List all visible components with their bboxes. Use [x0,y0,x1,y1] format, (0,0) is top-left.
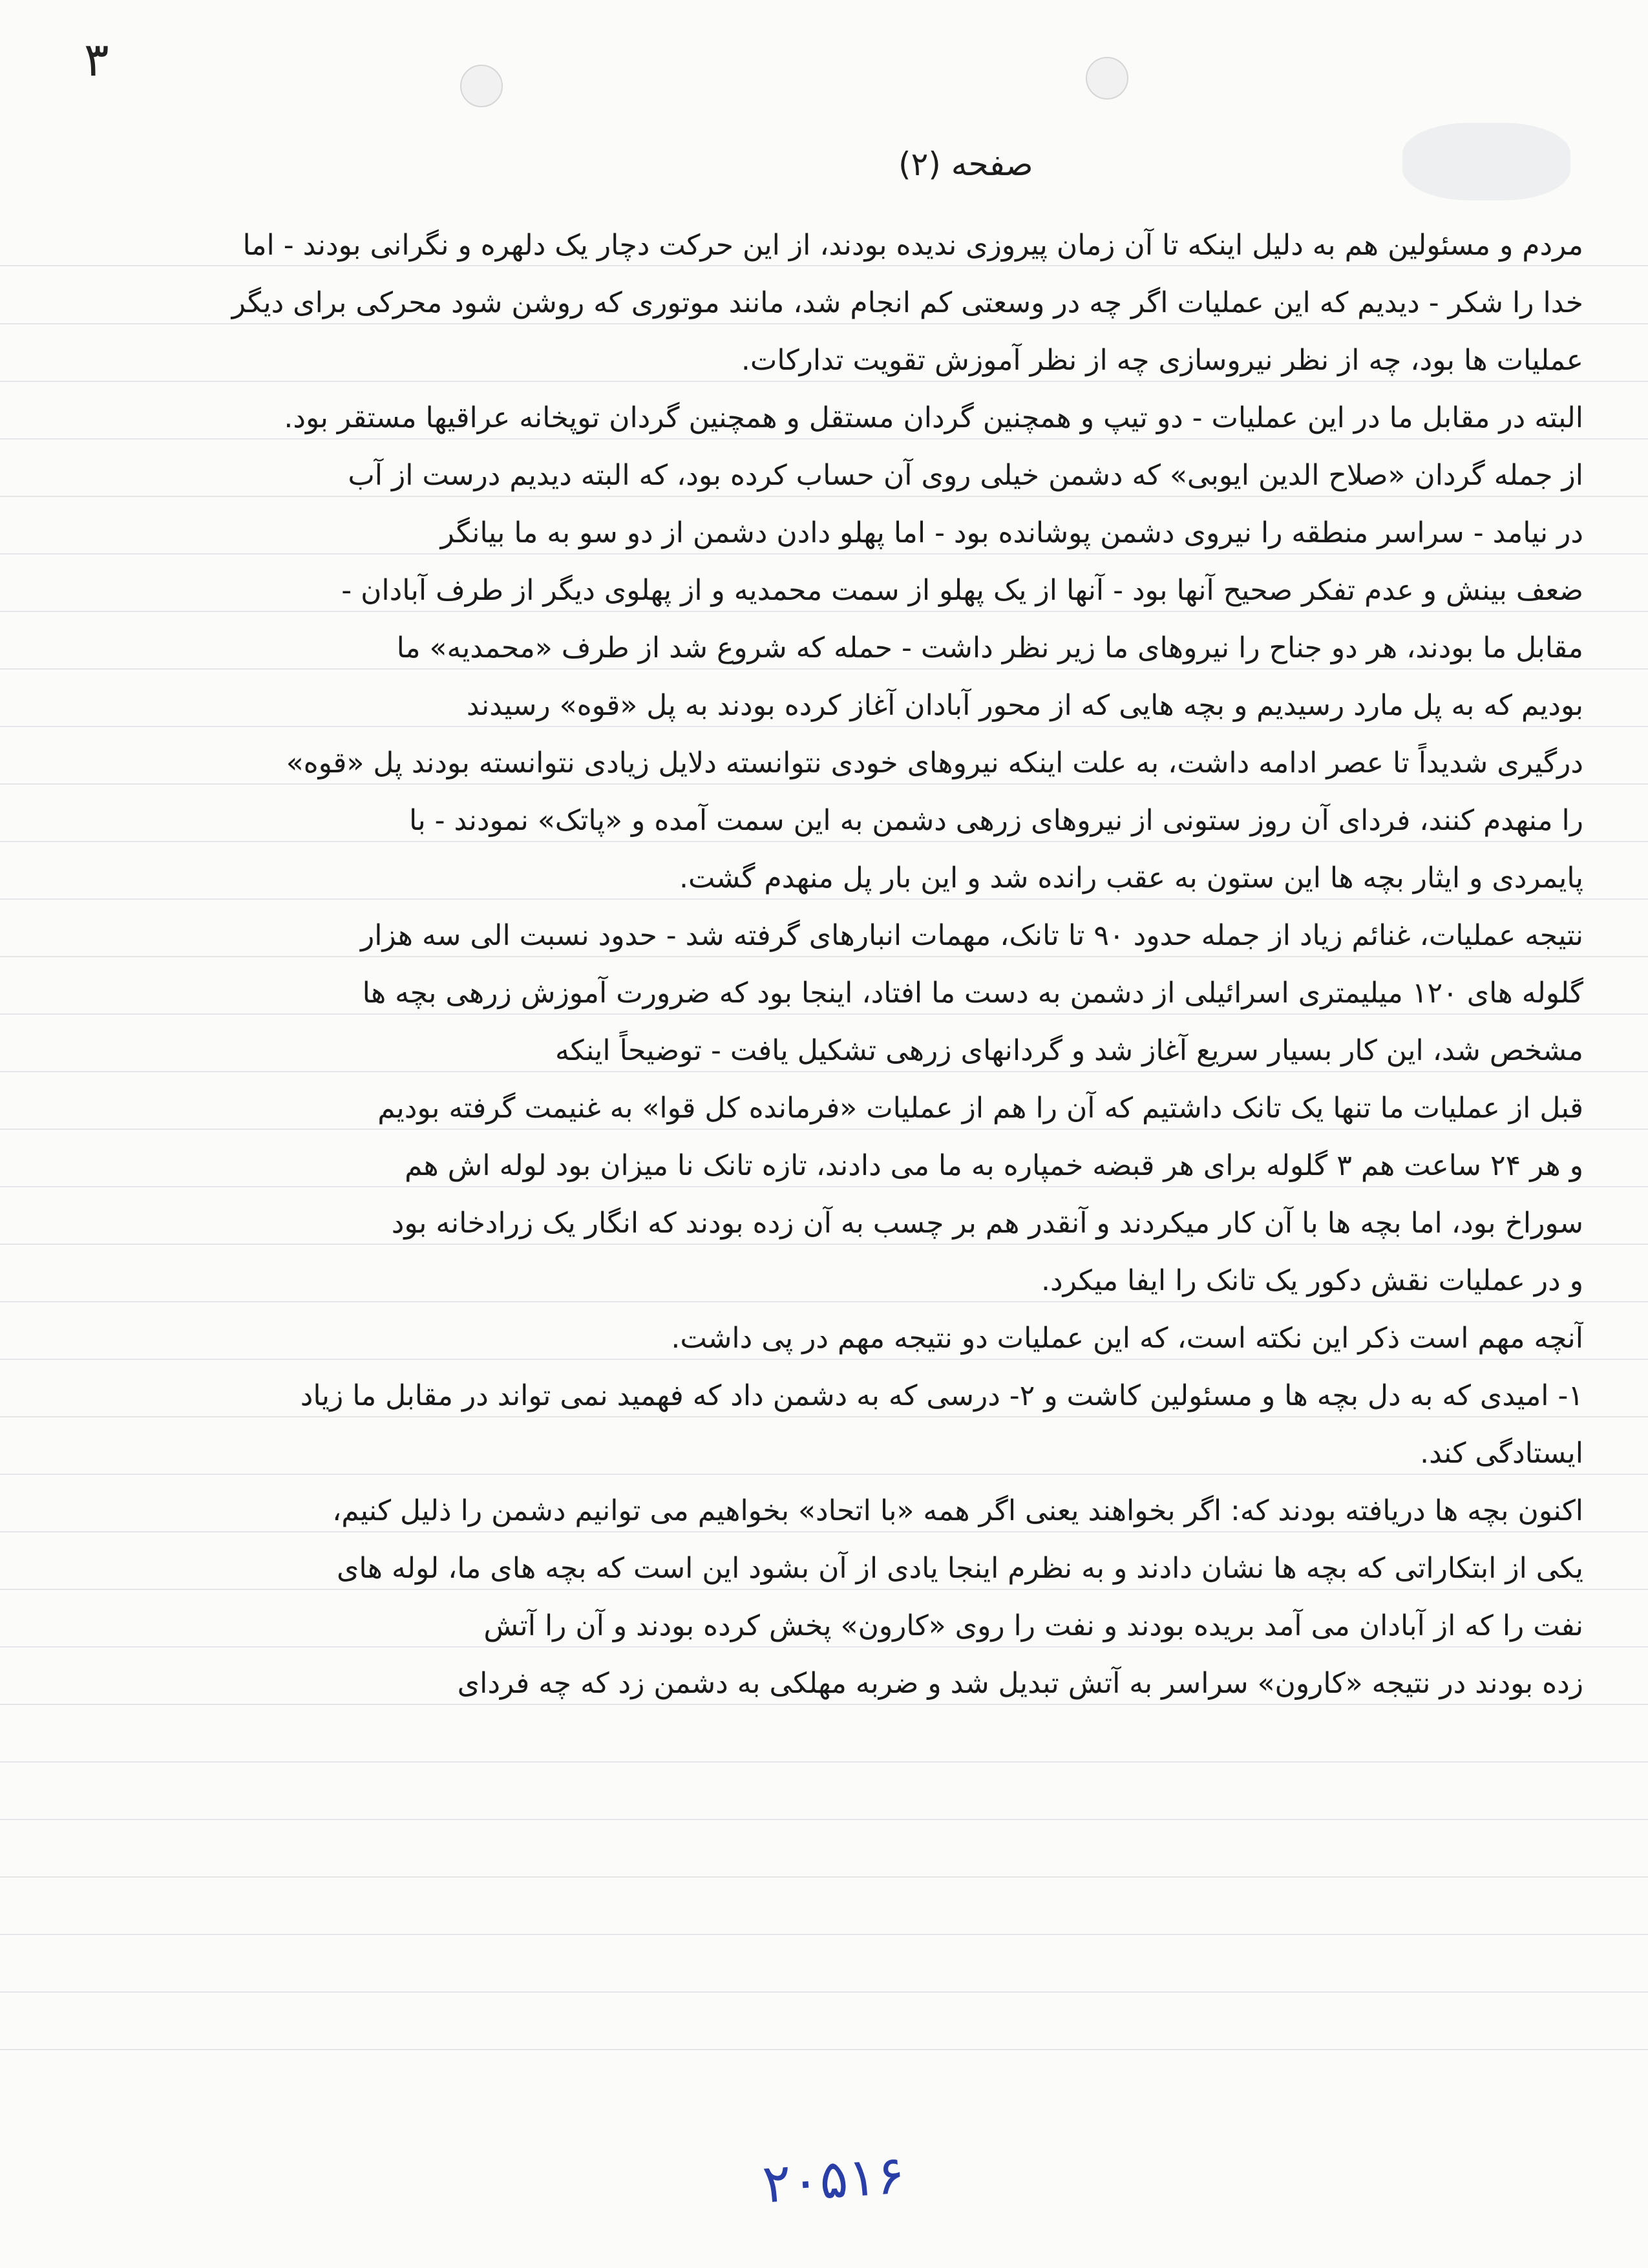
faint-stamp [1402,123,1570,200]
punch-hole [1086,57,1128,100]
text-line: مقابل ما بودند، هر دو جناح را نیروهای ما زیر نظر داشت - حمله که شروع شد از طرف «محمدیه» ما [396,631,1583,664]
paper-rule [0,1761,1648,1763]
text-line: سوراخ بود، اما بچه ها با آن کار میکردند و آنقدر هم بر چسب به آن زده بودند که انگار یک زرادخانه بود [391,1207,1583,1240]
text-line: البته در مقابل ما در این عملیات - دو تیپ و همچنین گردان مستقل و همچنین گردان توپخانه عراقیها مستقر بود. [284,401,1583,434]
text-line: آنچه مهم است ذکر این نکته است، که این عملیات دو نتیجه مهم در پی داشت. [671,1322,1583,1355]
text-line: را منهدم کنند، فردای آن روز ستونی از نیروهای زرهی دشمن به این سمت آمده و «پاتک» نمودند - با [409,804,1583,837]
archive-number: ۲۰۵۱۶ [760,2144,907,2216]
text-line: اکنون بچه ها دریافته بودند که: اگر بخواهند یعنی اگر همه «با اتحاد» بخواهیم می توانیم دشمن را ذلیل کنیم، [332,1494,1583,1527]
text-line: و هر ۲۴ ساعت هم ۳ گلوله برای هر قبضه خمپاره به ما می دادند، تازه تانک نا میزان بود لوله اش هم [405,1149,1583,1182]
text-line: بودیم که به پل مارد رسیدیم و بچه هایی که از محور آبادان آغاز کرده بودند به پل «قوه» رسیدند [466,689,1583,722]
paper-rule [0,1934,1648,1935]
text-line: از جمله گردان «صلاح الدین ایوبی» که دشمن خیلی روی آن حساب کرده بود، که البته دیدیم درست از آب [348,459,1583,492]
text-line: پایمردی و ایثار بچه ها این ستون به عقب رانده شد و این بار پل منهدم گشت. [679,862,1583,895]
text-line: درگیری شدیداً تا عصر ادامه داشت، به علت اینکه نیروهای خودی نتوانسته دلایل زیادی نتوانسته بودند پل «قوه» [286,747,1583,779]
text-line: مردم و مسئولین هم به دلیل اینکه تا آن زمان پیروزی ندیده بودند، از این حرکت دچار یک دلهره و نگرانی بودند - اما [242,229,1583,262]
punch-hole [460,65,503,107]
text-line: نتیجه عملیات، غنائم زیاد از جمله حدود ۹۰ تا تانک، مهمات انبارهای گرفته شد - حدود نسبت الی سه هزار [361,919,1583,952]
paper-rule [0,1991,1648,1993]
text-line: مشخص شد، این کار بسیار سریع آغاز شد و گردانهای زرهی تشکیل یافت - توضیحاً اینکه [555,1034,1583,1067]
handwritten-text [71,217,1583,1712]
text-line: گلوله های ۱۲۰ میلیمتری اسرائیلی از دشمن به دست ما افتاد، اینجا بود که ضرورت آموزش زرهی بچه ها [362,977,1583,1010]
text-line: نفت را که از آبادان می آمد بریده بودند و نفت را روی «کارون» پخش کرده بودند و آن را آتش [483,1609,1583,1642]
page-heading: صفحه (۲) [898,145,1033,183]
text-line: خدا را شکر - دیدیم که این عملیات اگر چه در وسعتی کم انجام شد، مانند موتوری که روشن شود محرکی برای دیگر [231,286,1583,319]
paper-rule [0,2049,1648,2050]
text-line: زده بودند در نتیجه «کارون» سراسر به آتش تبدیل شد و ضربه مهلکی به دشمن زد که چه فردای [457,1667,1583,1700]
text-line: عملیات ها بود، چه از نظر نیروسازی چه از نظر آموزش تقویت تدارکات. [741,344,1583,377]
paper-rule [0,1876,1648,1878]
page-number: ۳ [84,32,109,87]
text-line: ۱- امیدی که به دل بچه ها و مسئولین کاشت و ۲- درسی که به دشمن داد که فهمید نمی تواند در مقابل ما زیاد [300,1379,1583,1412]
text-line: در نیامد - سراسر منطقه را نیروی دشمن پوشانده بود - اما پهلو دادن دشمن از دو سو به ما بیانگر [440,516,1583,549]
text-line: قبل از عملیات ما تنها یک تانک داشتیم که آن را هم از عملیات «فرمانده کل قوا» به غنیمت گرفته بودیم [377,1092,1583,1125]
text-line: و در عملیات نقش دکور یک تانک را ایفا میکرد. [1041,1264,1583,1297]
text-line: یکی از ابتکاراتی که بچه ها نشان دادند و به نظرم اینجا یادی از آن بشود این است که بچه های ما، لوله های [336,1552,1583,1585]
text-line: ضعف بینش و عدم تفکر صحیح آنها بود - آنها از یک پهلو از سمت محمدیه و از پهلوی دیگر از طرف آبادان - [341,574,1583,607]
text-line: ایستادگی کند. [1420,1437,1583,1470]
paper-rule [0,1819,1648,1820]
